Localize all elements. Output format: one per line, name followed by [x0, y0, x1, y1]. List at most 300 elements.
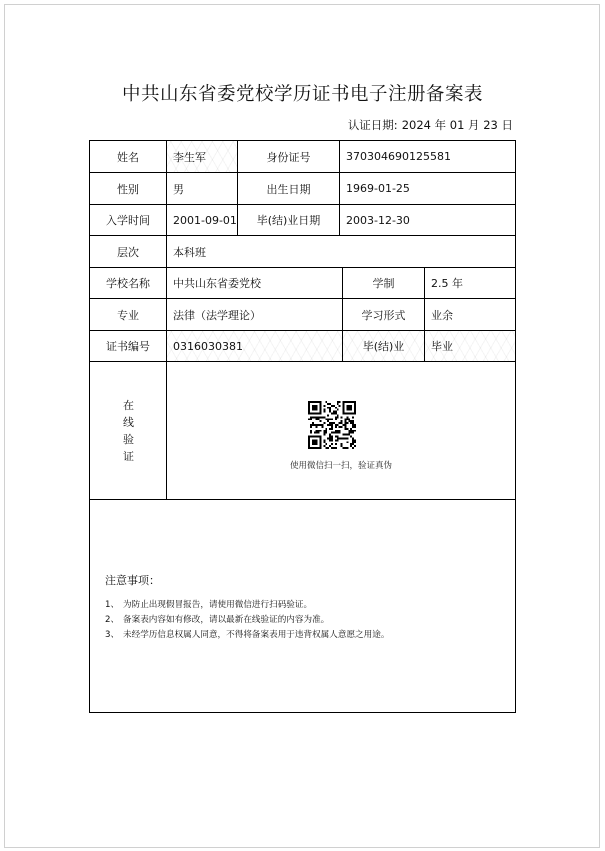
qr-module: [325, 443, 327, 445]
qr-module: [348, 405, 350, 407]
qr-module: [312, 439, 314, 441]
qr-module: [354, 407, 356, 409]
qr-module: [344, 420, 346, 422]
qr-module: [316, 439, 318, 441]
qr-module: [316, 409, 318, 411]
qr-module: [350, 413, 352, 415]
qr-module: [331, 405, 333, 407]
qr-module: [346, 434, 348, 436]
qr-module: [350, 428, 352, 430]
qr-module: [320, 437, 322, 439]
qr-module: [354, 441, 356, 443]
qr-module: [343, 411, 345, 413]
qr-module: [335, 424, 337, 426]
qr-module: [333, 413, 335, 415]
qr-module: [337, 416, 339, 418]
qr-module: [318, 424, 320, 426]
qr-module: [348, 409, 350, 411]
qr-module: [335, 430, 337, 432]
qr-module: [348, 420, 350, 422]
gender-label: 性别: [117, 182, 139, 196]
qr-module: [346, 422, 348, 424]
study-form-value: 业余: [431, 308, 453, 322]
qr-module: [323, 416, 325, 418]
major-value: 法律（法学理论）: [173, 308, 261, 322]
note-text: 未经学历信息权属人同意，不得将备案表用于违背权属人意愿之用途。: [123, 630, 390, 640]
qr-module: [316, 413, 318, 415]
qr-module: [337, 409, 339, 411]
qr-module: [314, 439, 316, 441]
qr-module: [350, 430, 352, 432]
level-label: 层次: [117, 245, 139, 259]
qr-module: [352, 401, 354, 403]
qr-module: [323, 445, 325, 447]
qr-caption: 使用微信扫一扫，验证真伪: [289, 461, 392, 471]
qr-module: [346, 409, 348, 411]
qr-module: [314, 405, 316, 407]
qr-module: [352, 416, 354, 418]
note-text: 备案表内容如有修改，请以最新在线验证的内容为准。: [123, 615, 330, 625]
qr-module: [312, 405, 314, 407]
qr-module: [316, 405, 318, 407]
qr-module: [329, 411, 331, 413]
qr-module: [344, 413, 346, 415]
qr-module: [314, 413, 316, 415]
qr-module: [308, 405, 310, 407]
qr-module: [320, 436, 322, 438]
qr-module: [308, 443, 310, 445]
qr-module: [344, 422, 346, 424]
qr-module: [354, 430, 356, 432]
qr-module: [308, 403, 310, 405]
qr-module: [335, 443, 337, 445]
qr-module: [325, 428, 327, 430]
gender-value: 男: [173, 182, 184, 196]
qr-module: [314, 443, 316, 445]
qr-module: [320, 413, 322, 415]
qr-module: [331, 422, 333, 424]
certificate-number-value: 0316030381: [167, 331, 342, 361]
qr-module: [308, 447, 310, 449]
qr-module: [352, 439, 354, 441]
qr-module: [314, 407, 316, 409]
graduation-date-label: 毕(结)业日期: [256, 214, 321, 227]
qr-module: [314, 401, 316, 403]
qr-module: [350, 445, 352, 447]
qr-module: [350, 443, 352, 445]
qr-module: [325, 447, 327, 449]
qr-module: [327, 407, 329, 409]
qr-module: [320, 420, 322, 422]
note-text: 为防止出现假冒报告，请使用微信进行扫码验证。: [123, 600, 313, 610]
qr-module: [316, 441, 318, 443]
qr-module: [314, 441, 316, 443]
qr-module: [314, 409, 316, 411]
graduation-date-value: 2003-12-30: [346, 213, 410, 227]
note-number: 2、: [105, 615, 120, 625]
qr-module: [339, 432, 341, 434]
qr-module: [335, 436, 337, 438]
qr-module: [348, 413, 350, 415]
qr-module: [344, 434, 346, 436]
duration-value: 2.5 年: [431, 277, 463, 290]
qr-module: [308, 409, 310, 411]
qr-module: [348, 407, 350, 409]
qr-module: [312, 441, 314, 443]
verify-char: 在: [123, 398, 134, 412]
qr-module: [343, 447, 345, 449]
qr-module: [316, 416, 318, 418]
school-name-label: 学校名称: [106, 277, 150, 290]
qr-module: [343, 424, 345, 426]
qr-module: [348, 418, 350, 420]
qr-module: [325, 401, 327, 403]
qr-module: [344, 447, 346, 449]
qr-module: [321, 426, 323, 428]
qr-module: [308, 411, 310, 413]
qr-module: [335, 432, 337, 434]
verify-char: 验: [123, 432, 134, 446]
qr-module: [318, 436, 320, 438]
qr-module: [314, 424, 316, 426]
qr-module: [337, 401, 339, 403]
qr-module: [352, 432, 354, 434]
enrollment-date-label: 入学时间: [106, 214, 150, 227]
qr-module: [329, 436, 331, 438]
qr-module: [325, 432, 327, 434]
qr-module: [346, 407, 348, 409]
qr-module: [346, 428, 348, 430]
qr-module: [337, 432, 339, 434]
note-item: [105, 628, 389, 640]
qr-module: [312, 424, 314, 426]
graduation-status-label: 毕(结)业: [343, 331, 424, 361]
online-verification-label: [90, 362, 167, 499]
qr-module: [354, 401, 356, 403]
qr-module: [341, 422, 343, 424]
qr-module: [333, 447, 335, 449]
qr-module: [335, 418, 337, 420]
qr-module: [346, 441, 348, 443]
qr-module: [320, 407, 322, 409]
qr-module: [343, 409, 345, 411]
verify-char: 线: [123, 415, 134, 429]
qr-module: [350, 422, 352, 424]
qr-module: [352, 413, 354, 415]
qr-module: [348, 430, 350, 432]
qr-module: [344, 426, 346, 428]
qr-module: [331, 439, 333, 441]
qr-module: [339, 437, 341, 439]
qr-module: [312, 443, 314, 445]
qr-module: [308, 437, 310, 439]
certificate-number-label: 证书编号: [106, 340, 150, 353]
qr-module: [323, 411, 325, 413]
qr-module: [352, 426, 354, 428]
qr-module: [352, 422, 354, 424]
qr-module: [337, 436, 339, 438]
qr-module: [327, 418, 329, 420]
qr-module: [343, 405, 345, 407]
qr-module: [316, 424, 318, 426]
qr-module: [318, 413, 320, 415]
duration-label: 学制: [372, 277, 395, 290]
qr-module: [341, 437, 343, 439]
qr-module: [335, 411, 337, 413]
qr-module: [320, 411, 322, 413]
note-item: [105, 598, 312, 610]
qr-module: [316, 426, 318, 428]
qr-module: [312, 409, 314, 411]
qr-module: [354, 426, 356, 428]
qr-module: [316, 430, 318, 432]
qr-module: [320, 439, 322, 441]
id-number-value: 370304690125581: [346, 150, 451, 163]
qr-module: [329, 439, 331, 441]
qr-module: [316, 401, 318, 403]
qr-module: [354, 413, 356, 415]
qr-module: [343, 434, 345, 436]
qr-module: [327, 424, 329, 426]
qr-module: [341, 445, 343, 447]
qr-module: [312, 401, 314, 403]
qr-module: [314, 447, 316, 449]
qr-module: [323, 439, 325, 441]
name-label: 姓名: [117, 150, 139, 164]
qr-module: [339, 426, 341, 428]
qr-module: [333, 411, 335, 413]
qr-module: [323, 422, 325, 424]
qr-module: [341, 416, 343, 418]
qr-module: [325, 418, 327, 420]
qr-module: [314, 416, 316, 418]
qr-module: [312, 447, 314, 449]
qr-module: [312, 436, 314, 438]
qr-module: [320, 443, 322, 445]
qr-module: [320, 430, 322, 432]
qr-module: [344, 418, 346, 420]
qr-module: [318, 430, 320, 432]
qr-module: [346, 418, 348, 420]
qr-module: [335, 447, 337, 449]
qr-module: [321, 416, 323, 418]
qr-module: [308, 413, 310, 415]
qr-module: [312, 416, 314, 418]
qr-module: [308, 445, 310, 447]
qr-module: [346, 401, 348, 403]
qr-module: [308, 436, 310, 438]
qr-module: [329, 437, 331, 439]
date-value: 2024 年 01 月 23 日: [401, 118, 513, 132]
qr-module: [320, 424, 322, 426]
qr-module: [331, 432, 333, 434]
qr-module: [350, 409, 352, 411]
qr-module: [320, 441, 322, 443]
qr-module: [331, 437, 333, 439]
qr-module: [339, 401, 341, 403]
major-label: 专业: [117, 308, 139, 322]
qr-module: [346, 447, 348, 449]
school-name-value: 中共山东省委党校: [173, 277, 261, 290]
study-form-label: 学习形式: [361, 308, 406, 322]
qr-module: [323, 434, 325, 436]
birth-date-label: 出生日期: [266, 182, 311, 196]
qr-module: [316, 407, 318, 409]
qr-module: [352, 447, 354, 449]
qr-module: [331, 436, 333, 438]
qr-module: [344, 437, 346, 439]
qr-module: [331, 428, 333, 430]
qr-module: [320, 445, 322, 447]
qr-module: [343, 401, 345, 403]
qr-module: [310, 416, 312, 418]
qr-module: [331, 443, 333, 445]
qr-module: [350, 407, 352, 409]
qr-module: [312, 407, 314, 409]
qr-module: [308, 439, 310, 441]
qr-module: [352, 437, 354, 439]
qr-module: [346, 413, 348, 415]
qr-module: [318, 401, 320, 403]
qr-module: [337, 430, 339, 432]
qr-module: [331, 413, 333, 415]
qr-module: [320, 403, 322, 405]
qr-module: [316, 436, 318, 438]
qr-module: [343, 403, 345, 405]
qr-module: [316, 418, 318, 420]
qr-module: [320, 405, 322, 407]
name-value: 李生军: [167, 141, 237, 172]
qr-module: [321, 424, 323, 426]
qr-module: [323, 441, 325, 443]
qr-module: [335, 416, 337, 418]
qr-module: [310, 430, 312, 432]
qr-module: [323, 432, 325, 434]
qr-module: [310, 432, 312, 434]
qr-module: [329, 428, 331, 430]
qr-code-icon[interactable]: [308, 401, 356, 449]
qr-module: [352, 430, 354, 432]
qr-module: [318, 432, 320, 434]
qr-module: [329, 434, 331, 436]
qr-module: [316, 432, 318, 434]
qr-module: [314, 432, 316, 434]
qr-module: [354, 403, 356, 405]
qr-module: [354, 405, 356, 407]
qr-module: [316, 447, 318, 449]
verification-date: [348, 117, 513, 133]
qr-module: [323, 430, 325, 432]
id-number-label: 身份证号: [266, 150, 311, 164]
qr-module: [333, 405, 335, 407]
date-label: 认证日期:: [347, 118, 398, 132]
qr-module: [327, 403, 329, 405]
qr-module: [343, 407, 345, 409]
qr-module: [331, 424, 333, 426]
qr-module: [350, 401, 352, 403]
qr-module: [346, 405, 348, 407]
qr-module: [335, 407, 337, 409]
qr-module: [310, 447, 312, 449]
qr-module: [329, 445, 331, 447]
qr-module: [333, 422, 335, 424]
qr-module: [343, 437, 345, 439]
qr-module: [352, 424, 354, 426]
qr-module: [341, 443, 343, 445]
qr-module: [329, 407, 331, 409]
qr-module: [339, 422, 341, 424]
qr-module: [312, 413, 314, 415]
qr-module: [323, 405, 325, 407]
qr-module: [310, 424, 312, 426]
record-table: [89, 140, 516, 713]
level-value: 本科班: [173, 245, 206, 259]
qr-module: [350, 420, 352, 422]
qr-module: [320, 447, 322, 449]
notes-title: 注意事项：: [105, 574, 160, 587]
qr-module: [352, 443, 354, 445]
qr-module: [310, 436, 312, 438]
note-number: 1、: [105, 600, 120, 610]
qr-module: [337, 403, 339, 405]
qr-module: [354, 445, 356, 447]
qr-module: [318, 447, 320, 449]
enrollment-date-value: 2001-09-01: [173, 213, 237, 227]
qr-module: [346, 437, 348, 439]
qr-module: [310, 413, 312, 415]
qr-module: [354, 411, 356, 413]
qr-module: [341, 420, 343, 422]
qr-module: [312, 422, 314, 424]
qr-module: [350, 432, 352, 434]
qr-module: [335, 439, 337, 441]
qr-module: [341, 426, 343, 428]
qr-module: [320, 416, 322, 418]
qr-module: [327, 414, 329, 416]
qr-module: [316, 443, 318, 445]
qr-module: [320, 401, 322, 403]
qr-module: [327, 447, 329, 449]
qr-module: [331, 418, 333, 420]
qr-module: [337, 439, 339, 441]
qr-module: [343, 413, 345, 415]
qr-module: [329, 422, 331, 424]
graduation-status-value: 毕业: [425, 331, 515, 361]
qr-module: [354, 424, 356, 426]
verify-char: 证: [123, 449, 134, 463]
qr-module: [318, 418, 320, 420]
qr-module: [352, 441, 354, 443]
qr-module: [350, 436, 352, 438]
qr-module: [331, 426, 333, 428]
qr-module: [329, 409, 331, 411]
qr-module: [337, 424, 339, 426]
qr-module: [344, 424, 346, 426]
qr-module: [337, 437, 339, 439]
qr-module: [327, 437, 329, 439]
qr-module: [308, 418, 310, 420]
qr-module: [344, 428, 346, 430]
qr-module: [333, 432, 335, 434]
qr-module: [325, 430, 327, 432]
qr-module: [348, 432, 350, 434]
qr-module: [337, 414, 339, 416]
qr-module: [350, 405, 352, 407]
qr-module: [329, 403, 331, 405]
qr-module: [323, 409, 325, 411]
qr-module: [339, 405, 341, 407]
qr-module: [354, 409, 356, 411]
